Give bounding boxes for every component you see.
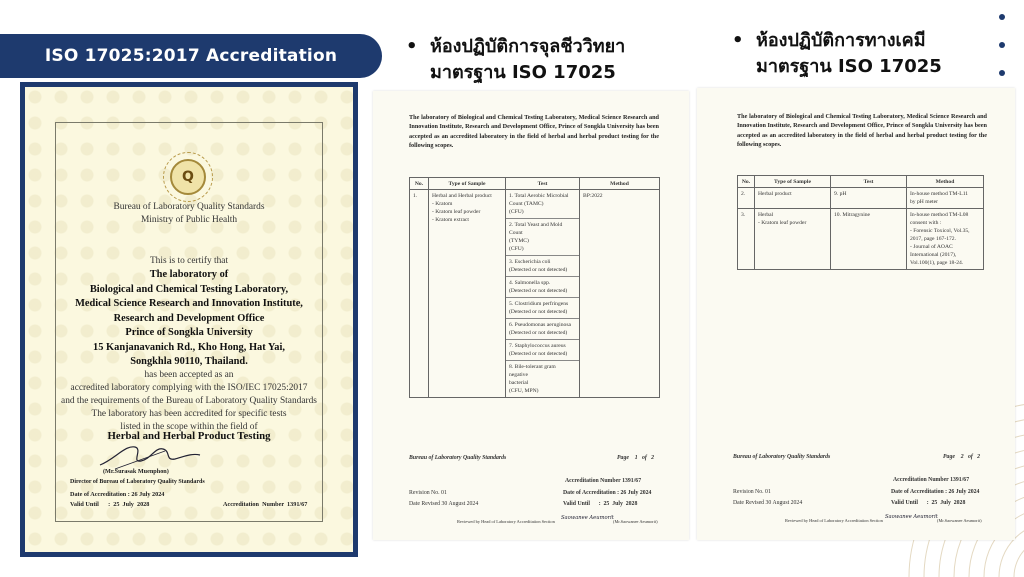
row-test: 10. Mitragynine [831, 209, 907, 270]
test-line: 1. Total Aerobic Microbial [509, 193, 569, 199]
test-line: (Detected or not detected) [509, 288, 568, 294]
scope-table-1 [409, 177, 660, 398]
test-line: 8. Bile-tolerant gram negative [509, 364, 556, 378]
table-row [410, 190, 660, 398]
decor-dot [999, 14, 1005, 20]
test-line: 3. Escherichia coli [509, 259, 551, 265]
method-line: In-house method TM-L08 [910, 212, 969, 218]
accreditation-number: Accreditation Number 1391/67 [893, 477, 970, 483]
date-accreditation: Date of Accreditation : 26 July 2024 [563, 490, 652, 496]
body-block [55, 369, 323, 434]
test-cell [506, 298, 579, 319]
method-line: Vol.100(1), page 18-24. [910, 260, 964, 266]
lab-line: Prince of Songkla University [125, 327, 253, 338]
footer-bureau: Bureau of Laboratory Quality Standards [733, 454, 831, 460]
sample-line: - Kratom [432, 201, 453, 207]
chem-heading [732, 28, 942, 80]
test-line: (Detected or not detected) [509, 351, 568, 357]
lab-line: The laboratory of [149, 269, 229, 280]
method-line: by pH meter [910, 199, 938, 205]
cert-accreditation-number: Accreditation Number 1391/67 [223, 501, 308, 508]
decor-dot [999, 42, 1005, 48]
test-line: 2. Total Yeast and Mold Count [509, 222, 563, 236]
cert-date-accreditation: Date of Accreditation : 26 July 2024 [70, 491, 165, 498]
test-line: 6. Pseudomonas aeruginosa [509, 322, 571, 328]
issuer: Bureau of Laboratory Quality Standards [113, 202, 265, 212]
method-line: consent with : [910, 220, 942, 226]
lab-line: Songkhla 90110, Thailand. [130, 356, 248, 367]
test-cell [506, 256, 579, 277]
scope-page-2 [697, 88, 1015, 540]
table-row [738, 188, 984, 209]
page-title: ISO 17025:2017 Accreditation [44, 46, 338, 66]
method-line: International (2017), [910, 252, 957, 258]
scope-intro: The laboratory of Biological and Chemical Testing Laboratory, Medical Science Research and Innovation Institute, Research and Development Office, Prince of Songkla University has been accepted as an accredited laboratory in the field of herbal and herbal product testing for the following scopes. [737, 113, 987, 149]
lab-line: Medical Science Research and Innovation Institute, [75, 298, 303, 309]
lab-block [55, 268, 323, 370]
col-header: No. [738, 176, 755, 188]
test-line: (TYMC) [509, 238, 529, 244]
test-cell [506, 361, 579, 397]
col-header: Test [506, 178, 580, 190]
certificate [25, 87, 353, 552]
bullet-icon: • [732, 30, 744, 51]
test-line: 7. Staphylococcus aureus [509, 343, 566, 349]
sample-line: - Kratom leaf powder [432, 209, 481, 215]
signatory-title: Director of Bureau of Laboratory Quality Standards [70, 479, 205, 485]
micro-heading-line2: มาตรฐาน ISO 17025 [430, 62, 616, 83]
body-line: The laboratory has been accredited for specific tests [91, 409, 287, 419]
certify-line [55, 255, 323, 268]
table-row [738, 209, 984, 270]
date-accreditation: Date of Accreditation : 26 July 2024 [891, 489, 980, 495]
quality-seal-icon [170, 159, 206, 195]
test-cell [506, 340, 579, 361]
body-line: accredited laboratory complying with the ISO/IEC 17025:2017 [70, 383, 308, 393]
row-test: 9. pH [831, 188, 907, 209]
method-line: - Forensic Toxicol, Vol.35, [910, 228, 970, 234]
reviewer-signature: Saowanee Aeumorit [561, 515, 614, 521]
row-sample [755, 209, 831, 270]
issuer-block [55, 201, 323, 227]
body-line: listed in the scope within the field of [120, 422, 258, 432]
lab-line: 15 Kanjanavanich Rd., Kho Hong, Hat Yai, [93, 341, 285, 353]
table-header-row [410, 178, 660, 190]
test-cell [506, 219, 579, 256]
page-label: Page 2 of 2 [943, 454, 981, 460]
reviewer: (Mr.Saowanee Aeumorit) [613, 519, 658, 524]
table-header-row [738, 176, 984, 188]
test-cell [506, 277, 579, 298]
cert-valid-until: Valid Until : 25 July 2028 [70, 501, 150, 508]
test-line: Count (TAMC) [509, 201, 544, 207]
row-method [907, 188, 984, 209]
reviewer-signature: Saowanee Aeumorit [885, 514, 938, 520]
lab-line: Biological and Chemical Testing Laboratory, [89, 283, 289, 295]
test-line: (CFU) [509, 246, 524, 252]
reviewed-by: Reviewed by Head of Laboratory Accreditation Section [457, 519, 555, 524]
col-header: Method [580, 178, 660, 190]
date-revised: Date Revised 30 August 2024 [733, 500, 803, 506]
lab-line: Research and Development Office [113, 312, 265, 324]
row-sample [429, 190, 506, 398]
body-line: has been accepted as an [144, 370, 234, 380]
scope-page-1 [373, 91, 689, 540]
ministry: Ministry of Public Health [140, 215, 238, 225]
chem-heading-line1: ห้องปฏิบัติการทางเคมี [756, 30, 926, 51]
method-line: - Journal of AOAC [910, 244, 953, 250]
method-line: 2017, page 167-172. [910, 236, 956, 242]
page-label: Page 1 of 2 [617, 455, 655, 461]
sample-line: - Kratom leaf powder [758, 220, 807, 226]
bullet-icon: • [406, 36, 418, 57]
test-line: 5. Clostridium perfringens [509, 301, 569, 307]
sample-line: Herbal [758, 212, 774, 218]
test-line: (Detected or not detected) [509, 330, 568, 336]
row-method [907, 209, 984, 270]
sample-line: Herbal and Herbal product [432, 193, 492, 199]
field-text: Herbal and Herbal Product Testing [107, 430, 271, 442]
micro-heading [406, 34, 626, 86]
certificate-frame [20, 82, 358, 557]
decor-dot [999, 70, 1005, 76]
revision: Revision No. 01 [733, 489, 771, 495]
accreditation-number: Accreditation Number 1391/67 [565, 478, 642, 484]
test-line: bacterial [509, 380, 529, 386]
micro-heading-line1: ห้องปฏิบัติการจุลชีววิทยา [430, 36, 626, 57]
test-line: (CFU, MPN) [509, 388, 539, 394]
test-line: (Detected or not detected) [509, 267, 568, 273]
seal-text: Q [182, 169, 194, 185]
row-no: 1. [410, 190, 429, 398]
col-header: Method [907, 176, 984, 188]
row-no: 3. [738, 209, 755, 270]
footer-bureau: Bureau of Laboratory Quality Standards [409, 455, 507, 461]
test-cell [506, 319, 579, 340]
director-signature-icon [95, 439, 205, 471]
certify-text: This is to certify that [149, 256, 229, 266]
chem-heading-line2: มาตรฐาน ISO 17025 [756, 56, 942, 77]
row-method: BP:2022 [580, 190, 660, 398]
sample-line: - Kratom extract [432, 217, 469, 223]
scope-intro: The laboratory of Biological and Chemical Testing Laboratory, Medical Science Research and Innovation Institute, Research and Development Office, Prince of Songkla University has been accepted as an accredited laboratory in the field of herbal and herbal product testing for the following scopes. [409, 114, 659, 150]
reviewed-by: Reviewed by Head of Laboratory Accreditation Section [785, 518, 883, 523]
row-no: 2. [738, 188, 755, 209]
test-line: (Detected or not detected) [509, 309, 568, 315]
test-cell [506, 190, 579, 219]
scope-table-2 [737, 175, 984, 270]
test-line: 4. Salmonella spp. [509, 280, 551, 286]
reviewer: (Mr.Saowanee Aeumorit) [937, 518, 982, 523]
col-header: Type of Sample [755, 176, 831, 188]
date-revised: Date Revised 30 August 2024 [409, 501, 479, 507]
method-line: In-house method TM-L11 [910, 191, 969, 197]
revision: Revision No. 01 [409, 490, 447, 496]
row-tests [506, 190, 580, 398]
body-line: and the requirements of the Bureau of Laboratory Quality Standards [61, 396, 317, 406]
signatory: (Mr.Surasak Muenphon) [103, 468, 169, 475]
col-header: No. [410, 178, 429, 190]
test-line: (CFU) [509, 209, 524, 215]
valid-until: Valid Until : 25 July 2028 [563, 501, 638, 507]
title-banner [0, 34, 382, 78]
row-sample: Herbal product [755, 188, 831, 209]
col-header: Type of Sample [429, 178, 506, 190]
valid-until: Valid Until : 25 July 2028 [891, 500, 966, 506]
col-header: Test [831, 176, 907, 188]
